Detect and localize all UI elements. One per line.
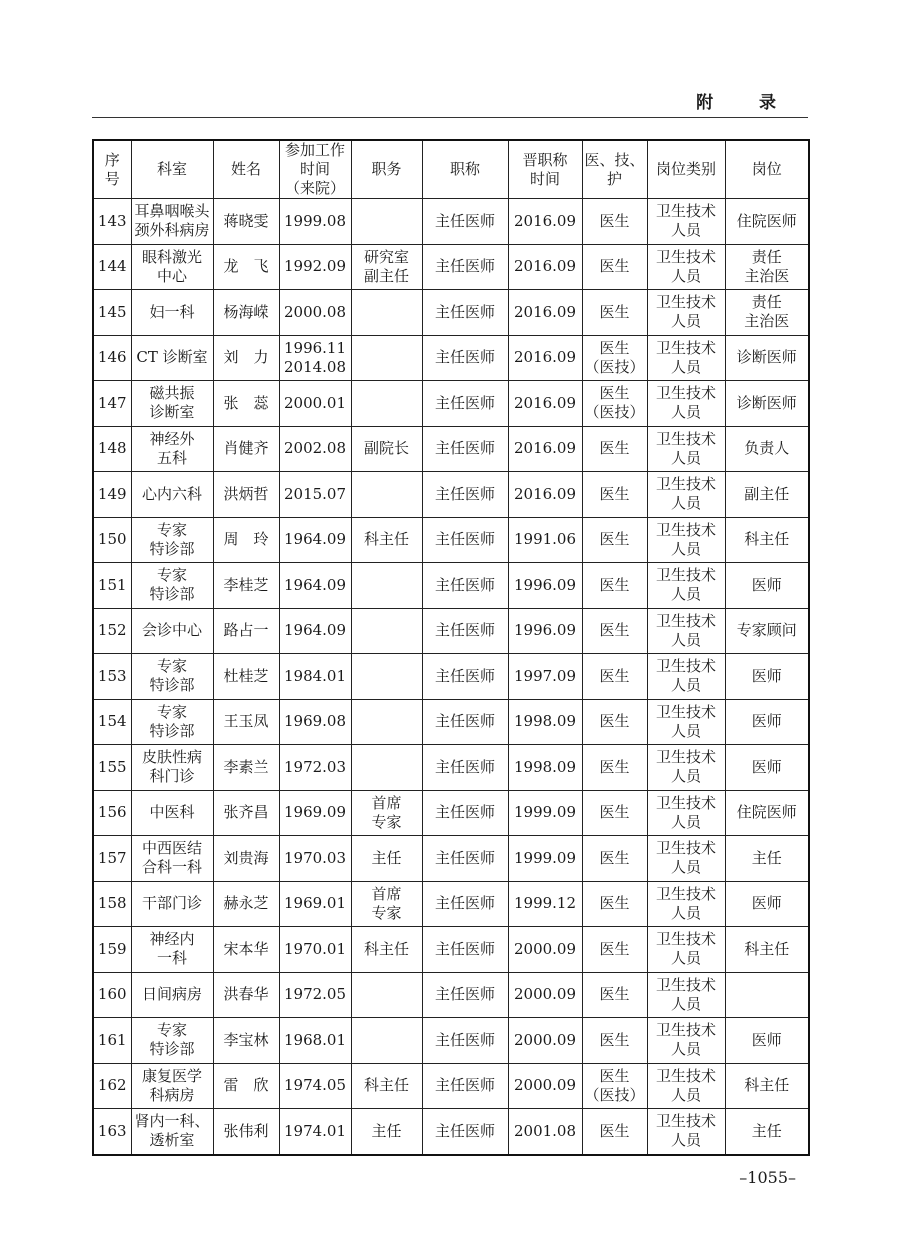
col-title-cell: 主任医师 [422,790,508,836]
col-post-type-cell: 卫生技术 人员 [647,426,725,472]
col-position-cell: 首席 专家 [351,881,422,927]
col-promotion-date-cell: 1999.12 [508,881,582,927]
col-category-cell: 医生 [582,244,647,290]
table-row [93,1063,809,1109]
table-row [93,563,809,609]
col-title-cell: 主任医师 [422,836,508,882]
col-post-cell: 科主任 [725,927,809,973]
col-promotion-date-cell: 2000.09 [508,927,582,973]
table-row [93,426,809,472]
col-promotion-date-cell: 1997.09 [508,654,582,700]
col-work-start-cell: 1974.01 [279,1109,351,1155]
col-post-type-cell: 卫生技术 人员 [647,836,725,882]
col-department-cell: 专家 特诊部 [131,699,213,745]
table-row [93,790,809,836]
col-department-cell: 妇一科 [131,290,213,336]
table-row [93,699,809,745]
col-promotion-date-cell: 2016.09 [508,426,582,472]
col-post-type-cell: 卫生技术 人员 [647,654,725,700]
col-title-cell: 主任医师 [422,517,508,563]
col-serial-cell: 143 [93,199,131,245]
col-name-cell: 张伟利 [213,1109,279,1155]
col-serial-cell: 147 [93,381,131,427]
table-row [93,608,809,654]
page-section-title: 附 录 [696,93,796,113]
col-category-cell: 医生 [582,654,647,700]
col-work-start-cell: 1999.08 [279,199,351,245]
col-post-cell [725,972,809,1018]
col-post-type-cell: 卫生技术 人员 [647,1018,725,1064]
col-post-cell: 医师 [725,1018,809,1064]
col-work-start-cell: 1992.09 [279,244,351,290]
col-post-type-cell: 卫生技术 人员 [647,472,725,518]
col-name-cell: 李宝林 [213,1018,279,1064]
col-post-type-cell: 卫生技术 人员 [647,290,725,336]
col-position-cell [351,608,422,654]
col-department-cell: 磁共振 诊断室 [131,381,213,427]
col-department-cell: 皮肤性病 科门诊 [131,745,213,791]
col-work-start-cell: 1996.11 2014.08 [279,335,351,381]
col-department-cell: 日间病房 [131,972,213,1018]
col-category-cell: 医生 [582,881,647,927]
table-row [93,199,809,245]
col-category-cell: 医生 （医技） [582,1063,647,1109]
table-row [93,381,809,427]
col-category-cell: 医生 [582,608,647,654]
col-post-header: 岗位 [725,140,809,199]
col-title-cell: 主任医师 [422,244,508,290]
col-serial-cell: 161 [93,1018,131,1064]
col-work-start-cell: 2015.07 [279,472,351,518]
col-name-cell: 杨海嵘 [213,290,279,336]
col-promotion-date-cell: 2016.09 [508,381,582,427]
col-post-type-cell: 卫生技术 人员 [647,881,725,927]
col-title-cell: 主任医师 [422,881,508,927]
col-department-cell: 专家 特诊部 [131,1018,213,1064]
col-post-cell: 专家顾问 [725,608,809,654]
col-serial-cell: 160 [93,972,131,1018]
col-name-cell: 雷 欣 [213,1063,279,1109]
col-category-cell: 医生 [582,517,647,563]
col-serial-cell: 163 [93,1109,131,1155]
page-number: –1055– [739,1168,796,1187]
col-promotion-date-header: 晋职称 时间 [508,140,582,199]
col-serial-cell: 146 [93,335,131,381]
col-category-cell: 医生 [582,972,647,1018]
col-work-start-cell: 1969.09 [279,790,351,836]
col-category-cell: 医生 [582,1018,647,1064]
col-department-cell: 耳鼻咽喉头 颈外科病房 [131,199,213,245]
col-post-cell: 科主任 [725,1063,809,1109]
col-promotion-date-cell: 1996.09 [508,563,582,609]
col-serial-cell: 145 [93,290,131,336]
col-post-type-cell: 卫生技术 人员 [647,335,725,381]
col-promotion-date-cell: 2000.09 [508,1018,582,1064]
col-serial-cell: 151 [93,563,131,609]
table-body [93,199,809,1155]
col-promotion-date-cell: 1991.06 [508,517,582,563]
col-post-type-cell: 卫生技术 人员 [647,790,725,836]
col-serial-cell: 158 [93,881,131,927]
col-position-cell: 主任 [351,836,422,882]
col-post-type-cell: 卫生技术 人员 [647,1063,725,1109]
col-department-cell: 专家 特诊部 [131,654,213,700]
col-name-cell: 洪春华 [213,972,279,1018]
col-post-cell: 医师 [725,563,809,609]
col-post-cell: 责任 主治医 [725,244,809,290]
col-title-cell: 主任医师 [422,199,508,245]
col-category-cell: 医生 [582,927,647,973]
col-post-type-cell: 卫生技术 人员 [647,745,725,791]
header-rule [92,117,808,118]
col-department-cell: 肾内一科、 透析室 [131,1109,213,1155]
col-title-cell: 主任医师 [422,608,508,654]
col-work-start-cell: 1964.09 [279,608,351,654]
col-serial-cell: 157 [93,836,131,882]
col-serial-cell: 155 [93,745,131,791]
col-department-cell: 专家 特诊部 [131,517,213,563]
col-category-cell: 医生 （医技） [582,381,647,427]
col-position-cell: 副院长 [351,426,422,472]
col-post-type-cell: 卫生技术 人员 [647,1109,725,1155]
col-promotion-date-cell: 2016.09 [508,335,582,381]
col-promotion-date-cell: 2001.08 [508,1109,582,1155]
col-post-cell: 科主任 [725,517,809,563]
col-work-start-cell: 1964.09 [279,517,351,563]
col-name-cell: 刘 力 [213,335,279,381]
col-position-cell [351,654,422,700]
col-department-cell: 中医科 [131,790,213,836]
col-post-cell: 医师 [725,745,809,791]
col-serial-cell: 159 [93,927,131,973]
col-position-header: 职务 [351,140,422,199]
col-promotion-date-cell: 2000.09 [508,972,582,1018]
col-work-start-cell: 2002.08 [279,426,351,472]
col-position-cell [351,199,422,245]
col-serial-cell: 144 [93,244,131,290]
header-row [93,140,809,199]
col-position-cell [351,972,422,1018]
col-promotion-date-cell: 1996.09 [508,608,582,654]
col-name-cell: 李素兰 [213,745,279,791]
table-row [93,335,809,381]
col-work-start-cell: 1969.08 [279,699,351,745]
col-category-cell: 医生 [582,790,647,836]
table-row [93,244,809,290]
col-post-cell: 主任 [725,836,809,882]
col-name-cell: 张齐昌 [213,790,279,836]
col-category-cell: 医生 [582,745,647,791]
col-post-cell: 医师 [725,881,809,927]
col-title-cell: 主任医师 [422,472,508,518]
col-title-cell: 主任医师 [422,1018,508,1064]
col-work-start-cell: 1969.01 [279,881,351,927]
col-title-cell: 主任医师 [422,654,508,700]
col-serial-header: 序 号 [93,140,131,199]
table-row [93,472,809,518]
col-serial-cell: 153 [93,654,131,700]
col-title-cell: 主任医师 [422,1109,508,1155]
col-name-cell: 杜桂芝 [213,654,279,700]
col-name-cell: 周 玲 [213,517,279,563]
col-promotion-date-cell: 1999.09 [508,836,582,882]
col-post-cell: 责任 主治医 [725,290,809,336]
col-position-cell: 首席 专家 [351,790,422,836]
col-promotion-date-cell: 1998.09 [508,699,582,745]
col-department-cell: 康复医学 科病房 [131,1063,213,1109]
col-department-cell: 眼科激光 中心 [131,244,213,290]
col-category-cell: 医生 （医技） [582,335,647,381]
col-position-cell [351,381,422,427]
col-department-cell: 干部门诊 [131,881,213,927]
col-position-cell [351,472,422,518]
col-department-cell: 心内六科 [131,472,213,518]
table-header [93,140,809,199]
col-post-cell: 主任 [725,1109,809,1155]
col-name-cell: 王玉凤 [213,699,279,745]
col-name-cell: 刘贵海 [213,836,279,882]
table-row [93,517,809,563]
col-promotion-date-cell: 2000.09 [508,1063,582,1109]
col-serial-cell: 154 [93,699,131,745]
col-work-start-cell: 2000.08 [279,290,351,336]
col-category-cell: 医生 [582,199,647,245]
col-category-cell: 医生 [582,836,647,882]
col-work-start-cell: 1970.01 [279,927,351,973]
col-title-cell: 主任医师 [422,1063,508,1109]
col-title-cell: 主任医师 [422,563,508,609]
col-post-type-header: 岗位类别 [647,140,725,199]
col-position-cell: 科主任 [351,517,422,563]
col-post-cell: 住院医师 [725,790,809,836]
col-serial-cell: 152 [93,608,131,654]
col-position-cell: 研究室 副主任 [351,244,422,290]
col-promotion-date-cell: 2016.09 [508,199,582,245]
col-work-start-cell: 1974.05 [279,1063,351,1109]
col-post-type-cell: 卫生技术 人员 [647,381,725,427]
col-name-cell: 宋本华 [213,927,279,973]
col-department-header: 科室 [131,140,213,199]
col-position-cell [351,290,422,336]
col-post-cell: 副主任 [725,472,809,518]
table-row [93,1018,809,1064]
col-post-cell: 负责人 [725,426,809,472]
staff-table [92,139,810,1156]
col-department-cell: 神经外 五科 [131,426,213,472]
col-name-cell: 李桂芝 [213,563,279,609]
col-department-cell: 会诊中心 [131,608,213,654]
col-work-start-cell: 1964.09 [279,563,351,609]
col-position-cell [351,563,422,609]
col-name-cell: 龙 飞 [213,244,279,290]
col-category-cell: 医生 [582,699,647,745]
col-department-cell: 中西医结 合科一科 [131,836,213,882]
col-category-cell: 医生 [582,290,647,336]
col-post-type-cell: 卫生技术 人员 [647,927,725,973]
col-department-cell: CT 诊断室 [131,335,213,381]
col-title-cell: 主任医师 [422,745,508,791]
col-post-type-cell: 卫生技术 人员 [647,199,725,245]
table-row [93,972,809,1018]
col-category-cell: 医生 [582,1109,647,1155]
col-name-cell: 洪炳哲 [213,472,279,518]
col-promotion-date-cell: 1999.09 [508,790,582,836]
col-post-type-cell: 卫生技术 人员 [647,244,725,290]
col-serial-cell: 149 [93,472,131,518]
col-position-cell [351,1018,422,1064]
col-promotion-date-cell: 2016.09 [508,472,582,518]
table-row [93,290,809,336]
col-title-cell: 主任医师 [422,972,508,1018]
col-category-cell: 医生 [582,426,647,472]
col-position-cell: 科主任 [351,1063,422,1109]
col-position-cell [351,699,422,745]
col-serial-cell: 162 [93,1063,131,1109]
col-position-cell [351,335,422,381]
col-post-cell: 诊断医师 [725,381,809,427]
col-post-cell: 诊断医师 [725,335,809,381]
col-name-header: 姓名 [213,140,279,199]
col-title-cell: 主任医师 [422,335,508,381]
col-title-cell: 主任医师 [422,927,508,973]
col-work-start-cell: 1972.03 [279,745,351,791]
col-work-start-cell: 1968.01 [279,1018,351,1064]
table-row [93,881,809,927]
col-promotion-date-cell: 2016.09 [508,290,582,336]
col-post-cell: 住院医师 [725,199,809,245]
col-position-cell: 科主任 [351,927,422,973]
col-post-type-cell: 卫生技术 人员 [647,517,725,563]
col-department-cell: 神经内 一科 [131,927,213,973]
table-row [93,654,809,700]
col-post-cell: 医师 [725,699,809,745]
table-row [93,1109,809,1155]
col-work-start-header: 参加工作 时间 （来院） [279,140,351,199]
col-department-cell: 专家 特诊部 [131,563,213,609]
col-promotion-date-cell: 2016.09 [508,244,582,290]
col-category-cell: 医生 [582,563,647,609]
col-post-type-cell: 卫生技术 人员 [647,608,725,654]
col-work-start-cell: 1984.01 [279,654,351,700]
col-post-cell: 医师 [725,654,809,700]
col-position-cell: 主任 [351,1109,422,1155]
col-name-cell: 路占一 [213,608,279,654]
col-post-type-cell: 卫生技术 人员 [647,699,725,745]
table-row [93,927,809,973]
col-category-cell: 医生 [582,472,647,518]
table-row [93,836,809,882]
col-serial-cell: 148 [93,426,131,472]
col-promotion-date-cell: 1998.09 [508,745,582,791]
col-post-type-cell: 卫生技术 人员 [647,563,725,609]
col-title-cell: 主任医师 [422,381,508,427]
col-title-cell: 主任医师 [422,426,508,472]
col-work-start-cell: 2000.01 [279,381,351,427]
col-category-header: 医、技、 护 [582,140,647,199]
col-name-cell: 蒋晓雯 [213,199,279,245]
table-row [93,745,809,791]
col-title-cell: 主任医师 [422,699,508,745]
col-title-header: 职称 [422,140,508,199]
col-name-cell: 肖健齐 [213,426,279,472]
col-name-cell: 张 蕊 [213,381,279,427]
col-position-cell [351,745,422,791]
col-work-start-cell: 1972.05 [279,972,351,1018]
col-serial-cell: 150 [93,517,131,563]
col-post-type-cell: 卫生技术 人员 [647,972,725,1018]
col-name-cell: 赫永芝 [213,881,279,927]
col-serial-cell: 156 [93,790,131,836]
col-title-cell: 主任医师 [422,290,508,336]
col-work-start-cell: 1970.03 [279,836,351,882]
